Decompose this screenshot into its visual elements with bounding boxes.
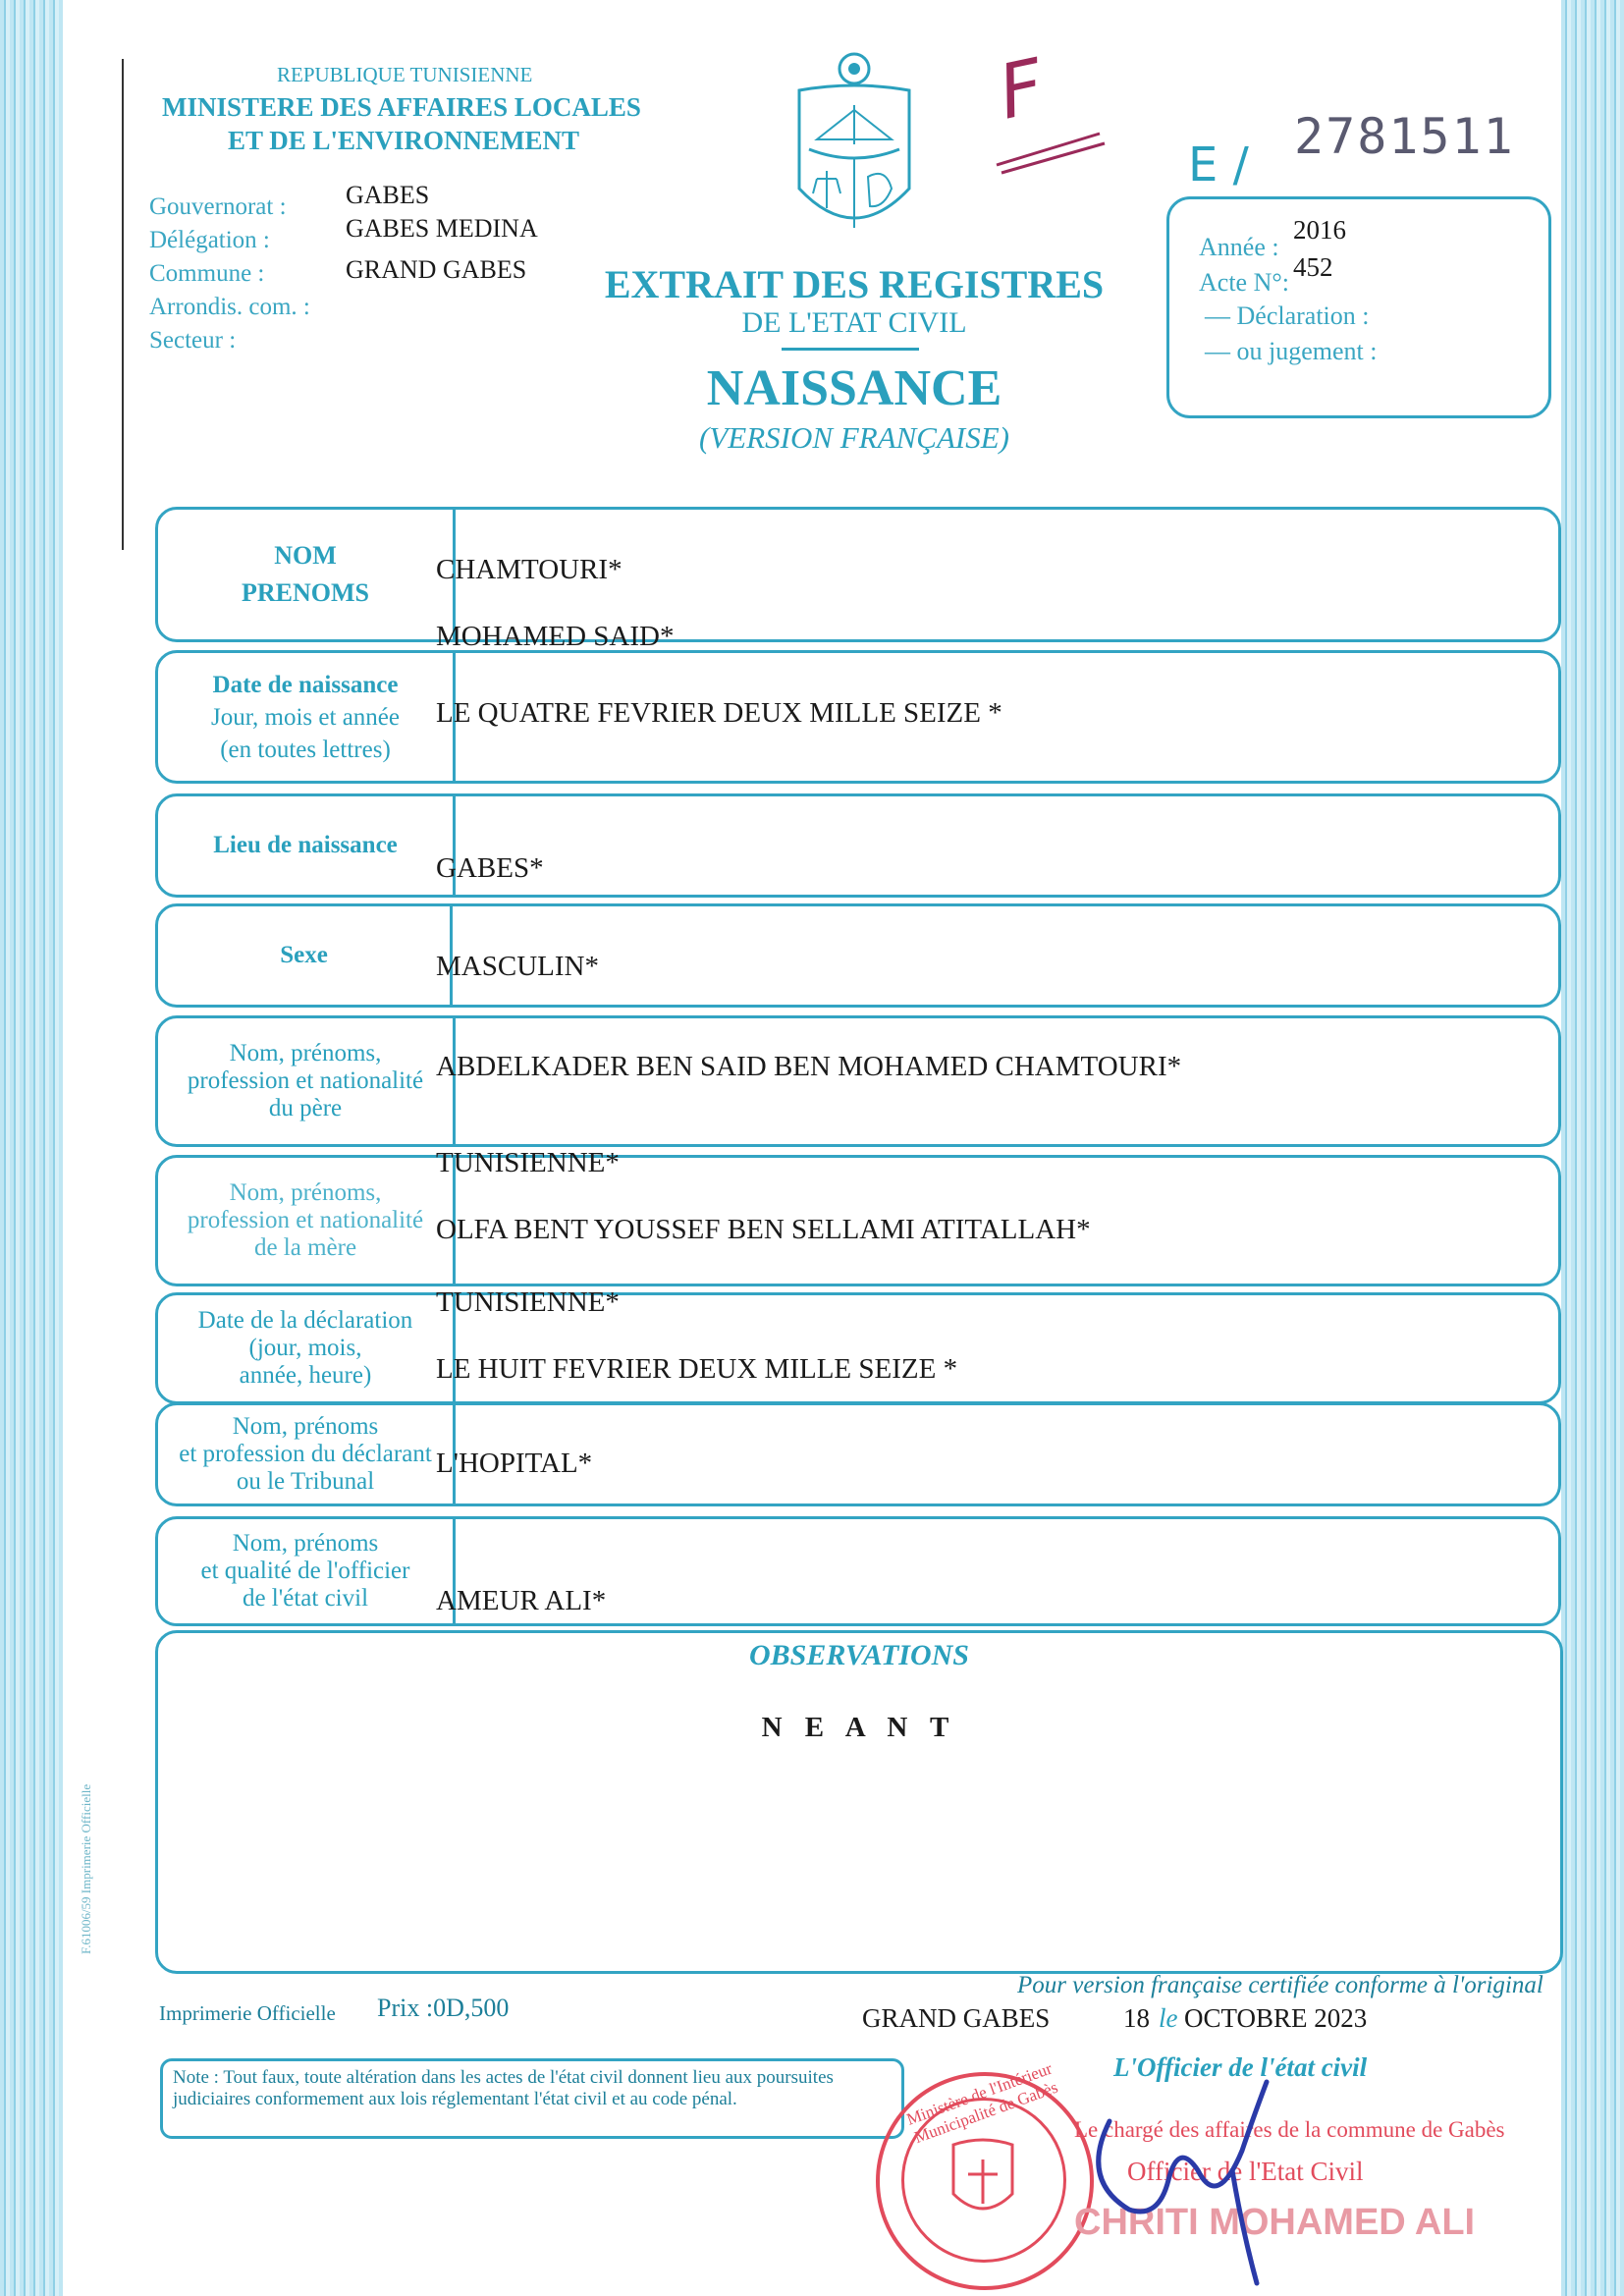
decl-label	[158, 1295, 456, 1401]
ministere-line2: ET DE L'ENVIRONNEMENT	[228, 126, 580, 155]
mere-nationalite-value: TUNISIENNE*	[436, 1286, 620, 1318]
officier-signature-label: L'Officier de l'état civil	[1113, 2052, 1368, 2082]
officer-stamp-line2: Officier de l'Etat Civil	[1127, 2157, 1364, 2186]
nom-label-line2: PRENOMS	[242, 578, 369, 607]
ministere-line1: MINISTERE DES AFFAIRES LOCALES	[162, 92, 641, 122]
declaration-value: LE HUIT FEVRIER DEUX MILLE SEIZE *	[436, 1353, 958, 1385]
round-stamp-text: Ministère de l'Intérieur Municipalité de Gabès	[903, 2058, 1060, 2148]
pere-label	[158, 1018, 456, 1144]
acte-value: 452	[1293, 252, 1333, 282]
officier-label	[158, 1519, 456, 1623]
imprimerie-label: Imprimerie Officielle	[159, 2001, 336, 2025]
decorative-border-left	[0, 0, 63, 2296]
sexe-value: MASCULIN*	[436, 951, 599, 982]
footer-lieu: GRAND GABES	[862, 2003, 1051, 2033]
mere-label-line2: profession et nationalité	[187, 1207, 424, 1233]
gouvernorat-value: GABES	[346, 181, 430, 209]
date-naissance-value: LE QUATRE FEVRIER DEUX MILLE SEIZE *	[436, 697, 1002, 729]
annee-value: 2016	[1293, 215, 1346, 245]
mere-label	[158, 1158, 456, 1284]
mere-label-line3: de la mère	[253, 1234, 357, 1261]
pere-label-line1: Nom, prénoms,	[229, 1040, 382, 1066]
sexe-label-text: Sexe	[280, 942, 328, 968]
pere-nationalite-value: TUNISIENNE*	[436, 1147, 620, 1178]
decorative-border-right	[1561, 0, 1624, 2296]
declarant-label-line2: et profession du déclarant	[179, 1441, 432, 1467]
observations-value: N E A N T	[761, 1712, 957, 1743]
title-main: NAISSANCE	[706, 360, 1002, 416]
lieu-naissance-value: GABES*	[436, 852, 544, 884]
footer-date-month-year: OCTOBRE 2023	[1184, 2003, 1368, 2033]
arrondis-label: Arrondis. com. :	[149, 294, 310, 320]
declaration-label: — Déclaration :	[1205, 301, 1370, 330]
observations-box	[155, 1630, 1563, 1974]
mere-label-line1: Nom, prénoms,	[229, 1179, 382, 1206]
date-label-line3: (en toutes lettres)	[220, 736, 391, 763]
gouvernorat-label: Gouvernorat :	[149, 193, 287, 220]
officier-label-line1: Nom, prénoms	[232, 1530, 379, 1557]
decl-label-line2: (jour, mois,	[248, 1335, 362, 1361]
commune-value: GRAND GABES	[346, 255, 527, 284]
serial-prefix: E /	[1188, 137, 1249, 192]
handwritten-strokes	[992, 126, 1110, 175]
decl-label-line3: année, heure)	[239, 1362, 372, 1389]
prix-label: Prix :0D,500	[377, 1994, 510, 2022]
acte-info-box	[1166, 196, 1551, 418]
note-text: Note : Tout faux, toute altération dans les actes de l'état civil donnent lieu aux poursuites judiciaires conformement aux lois réglementant l'état civil et au code pénal.	[173, 2067, 834, 2109]
officier-value: AMEUR ALI*	[436, 1585, 607, 1616]
observations-title: OBSERVATIONS	[749, 1639, 969, 1671]
declarant-value: L'HOPITAL*	[436, 1448, 593, 1479]
officer-stamp-name: CHRITI MOHAMED ALI	[1074, 2202, 1476, 2243]
sexe-label	[158, 906, 453, 1005]
row-lieu-naissance	[155, 793, 1561, 898]
declarant-label-line1: Nom, prénoms	[232, 1413, 379, 1440]
lieu-label	[158, 796, 456, 895]
footer-date-day: 18	[1123, 2003, 1150, 2033]
mere-value: OLFA BENT YOUSSEF BEN SELLAMI ATITALLAH*	[436, 1214, 1091, 1245]
title-divider	[782, 348, 919, 351]
republique-label: REPUBLIQUE TUNISIENNE	[277, 63, 533, 86]
row-declarant	[155, 1402, 1561, 1506]
decl-label-line1: Date de la déclaration	[197, 1307, 413, 1334]
officer-stamp-line1: Le chargé des affaires de la commune de Gabès	[1074, 2117, 1505, 2142]
nom-label-line1: NOM	[274, 541, 337, 570]
acte-label: Acte N°:	[1199, 268, 1289, 297]
declarant-label-line3: ou le Tribunal	[236, 1468, 375, 1495]
footer-date-le: le	[1159, 2003, 1178, 2033]
row-officier	[155, 1516, 1561, 1626]
commune-label: Commune :	[149, 260, 265, 287]
officier-label-line2: et qualité de l'officier	[200, 1558, 410, 1584]
title-line1: EXTRAIT DES REGISTRES	[604, 262, 1105, 306]
stamp-emblem-icon	[948, 2135, 1017, 2223]
note-box	[160, 2058, 904, 2139]
delegation-label: Délégation :	[149, 227, 270, 253]
declarant-label	[158, 1405, 456, 1503]
coat-of-arms-icon	[787, 51, 921, 247]
row-declaration	[155, 1292, 1561, 1404]
row-sexe	[155, 903, 1561, 1008]
officier-label-line3: de l'état civil	[242, 1585, 369, 1612]
side-print-text: F.61006/59 Imprimerie Officielle	[79, 1783, 93, 1954]
row-nom	[155, 507, 1561, 642]
pere-label-line3: du père	[268, 1095, 343, 1121]
round-stamp	[876, 2058, 1094, 2290]
certifiee-text: Pour version française certifiée conforme à l'original	[1017, 1972, 1543, 1998]
handwritten-letter: F	[991, 41, 1052, 137]
delegation-value: GABES MEDINA	[346, 214, 538, 243]
pere-value: ABDELKADER BEN SAID BEN MOHAMED CHAMTOURI*	[436, 1051, 1182, 1082]
serial-number: 2781511	[1294, 108, 1515, 165]
date-label-line1: Date de naissance	[212, 671, 399, 698]
prenom-value: MOHAMED SAID*	[436, 621, 675, 652]
lieu-label-text: Lieu de naissance	[213, 832, 398, 858]
pere-label-line2: profession et nationalité	[187, 1067, 424, 1094]
title-sub: (VERSION FRANÇAISE)	[699, 420, 1009, 455]
secteur-label: Secteur :	[149, 327, 237, 354]
nom-value: CHAMTOURI*	[436, 554, 623, 585]
handwritten-signature	[1070, 2062, 1286, 2288]
date-label-line2: Jour, mois et année	[210, 703, 400, 731]
title-line2: DE L'ETAT CIVIL	[741, 306, 967, 339]
date-label	[158, 653, 456, 781]
annee-label: Année :	[1199, 233, 1279, 261]
jugement-label: — ou jugement :	[1205, 337, 1378, 365]
left-margin-line	[122, 59, 124, 550]
nom-label	[158, 510, 456, 639]
